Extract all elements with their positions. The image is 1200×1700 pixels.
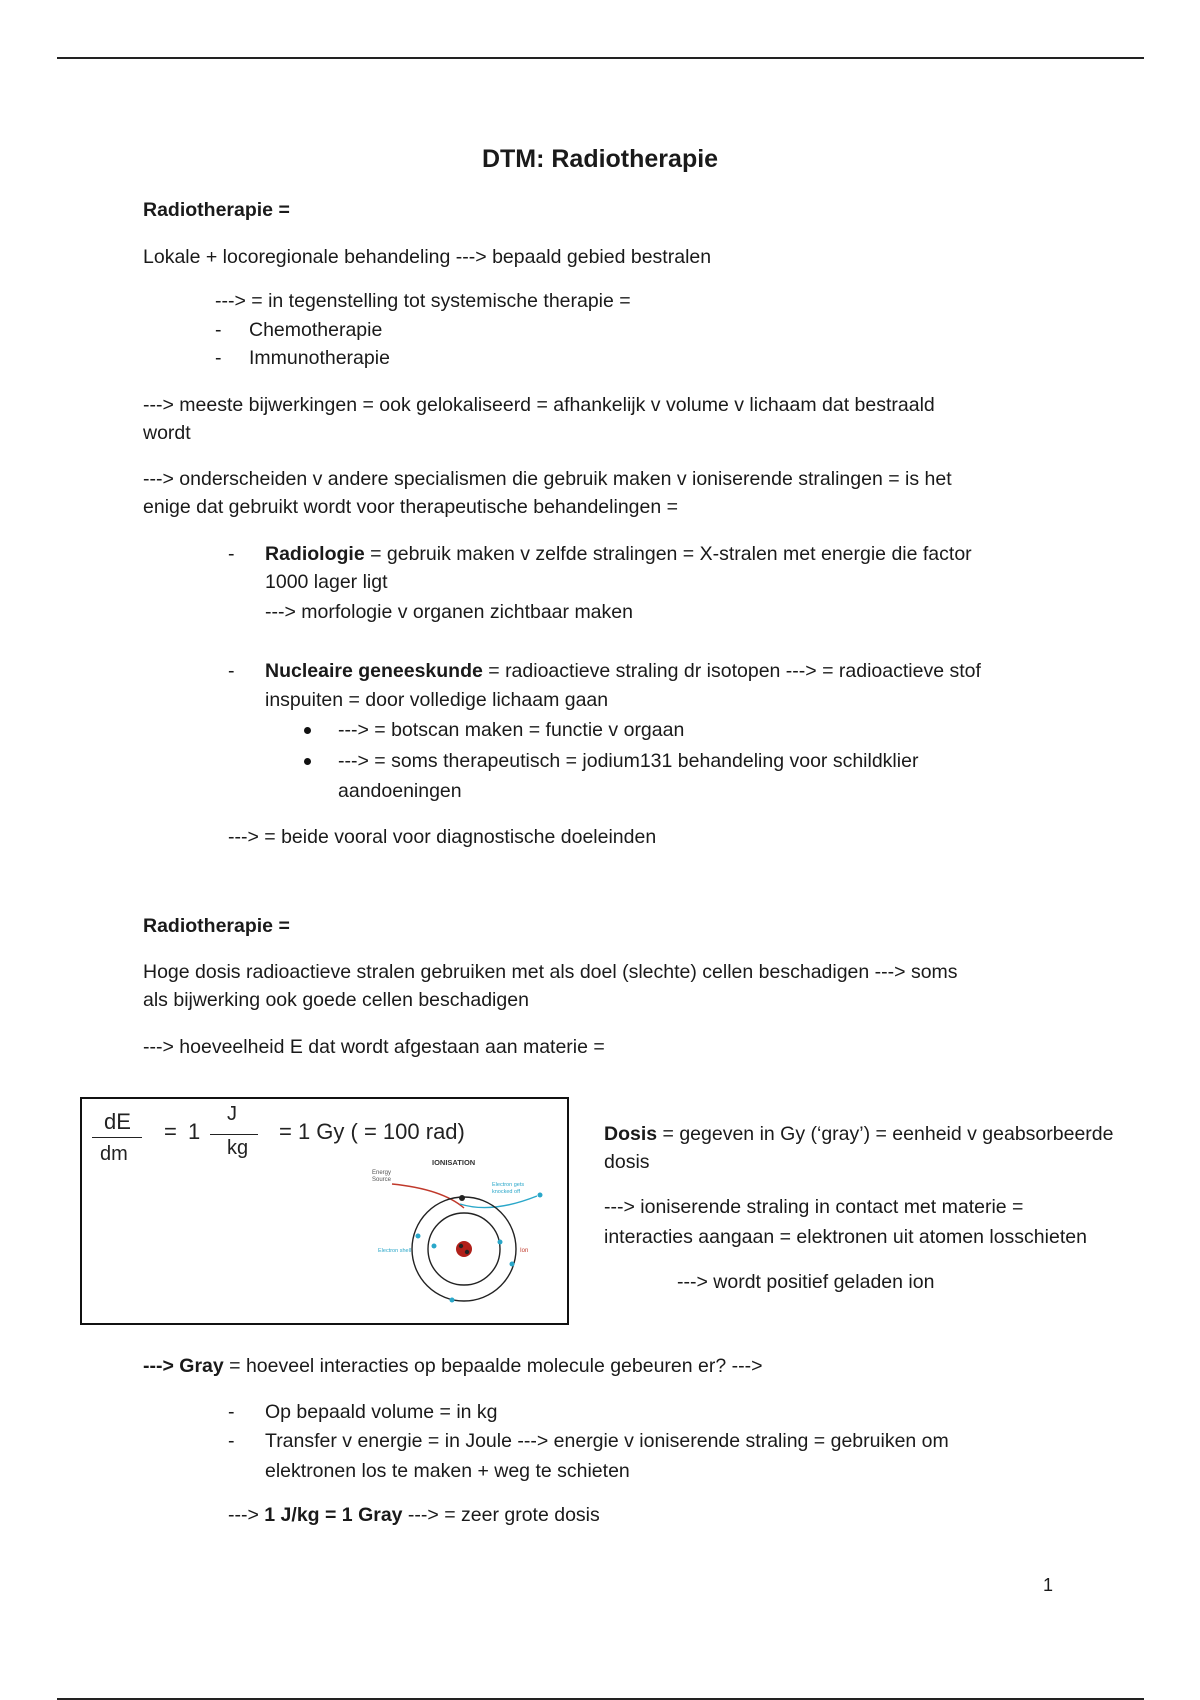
paragraph xyxy=(604,1120,1113,1148)
nucleus-particle xyxy=(465,1250,469,1254)
section-heading: Radiotherapie = xyxy=(143,199,290,221)
sub-list-item-continued: aandoeningen xyxy=(338,780,462,802)
paragraph: ---> ioniserende straling in contact met materie = xyxy=(604,1196,1024,1218)
term-gray: ---> Gray xyxy=(143,1355,224,1377)
dash-marker: - xyxy=(228,543,235,565)
arrow-prefix: ---> xyxy=(228,1504,265,1526)
paragraph: enige dat gebruikt wordt voor therapeutische behandelingen = xyxy=(143,496,679,518)
diagram-label-source: Source xyxy=(372,1177,392,1183)
paragraph: ---> onderscheiden v andere specialismen die gebruik maken v ioniserende stralingen = is het xyxy=(143,468,952,490)
energy-ray-path xyxy=(392,1184,464,1208)
electron xyxy=(498,1240,503,1245)
term-definition: = gegeven in Gy (‘gray’) = eenheid v geabsorbeerde xyxy=(657,1123,1114,1145)
diagram-label-energy: Energy xyxy=(372,1170,392,1176)
bullet-dot-icon xyxy=(304,727,311,734)
paragraph: ---> = in tegenstelling tot systemische therapie = xyxy=(215,290,631,312)
term-definition: = hoeveel interacties op bepaalde molecule gebeuren er? ---> xyxy=(223,1355,763,1377)
formula-result: = 1 Gy ( = 100 rad) xyxy=(279,1119,465,1144)
collision-point xyxy=(459,1195,465,1201)
paragraph xyxy=(143,1352,763,1380)
sub-list-item: ---> = soms therapeutisch = jodium131 behandeling voor schildklier xyxy=(338,750,919,772)
dash-marker: - xyxy=(215,319,222,341)
electron xyxy=(432,1244,437,1249)
paragraph: ---> hoeveelheid E dat wordt afgestaan aan materie = xyxy=(143,1036,605,1058)
list-item: Op bepaald volume = in kg xyxy=(265,1401,498,1423)
paragraph: Lokale + locoregionale behandeling ---> bepaald gebied bestralen xyxy=(143,246,712,268)
formula-one: 1 xyxy=(188,1119,201,1144)
paragraph: ---> meeste bijwerkingen = ook gelokaliseerd = afhankelijk v volume v lichaam dat bestraald xyxy=(143,394,935,416)
list-item: Transfer v energie = in Joule ---> energie v ioniserende straling = gebruiken om xyxy=(265,1430,949,1452)
list-item: Chemotherapie xyxy=(249,319,383,341)
list-item xyxy=(265,657,981,685)
ejected-electron xyxy=(538,1193,543,1198)
top-rule xyxy=(57,57,1144,59)
electron xyxy=(450,1298,455,1303)
page-title: DTM: Radiotherapie xyxy=(481,145,719,173)
term-definition: = gebruik maken v zelfde stralingen = X-stralen met energie die factor xyxy=(364,543,972,565)
formula-denominator-dm: dm xyxy=(100,1143,128,1165)
term-definition: ---> = zeer grote dosis xyxy=(402,1504,600,1526)
nucleus-icon xyxy=(456,1241,472,1257)
term-radiologie: Radiologie xyxy=(265,543,365,565)
fraction-line xyxy=(92,1137,142,1138)
formula-numerator-de: dE xyxy=(104,1109,131,1134)
paragraph: Hoge dosis radioactieve stralen gebruiken met als doel (slechte) cellen beschadigen ---> soms xyxy=(143,961,958,983)
paragraph: dosis xyxy=(604,1151,650,1173)
electron xyxy=(510,1262,515,1267)
paragraph: interacties aangaan = elektronen uit atomen losschieten xyxy=(604,1226,1087,1248)
list-item: Immunotherapie xyxy=(249,347,390,369)
paragraph: als bijwerking ook goede cellen beschadigen xyxy=(143,989,529,1011)
formula-denominator-kg: kg xyxy=(227,1137,249,1159)
diagram-label-knocked-off: knocked off xyxy=(492,1189,521,1195)
bullet-dot-icon xyxy=(304,758,311,765)
list-item-continued: elektronen los te maken + weg te schieten xyxy=(265,1460,630,1482)
term-gray-definition: 1 J/kg = 1 Gray xyxy=(264,1504,403,1526)
sub-list-item: ---> = botscan maken = functie v orgaan xyxy=(338,719,685,741)
term-nucleaire-geneeskunde: Nucleaire geneeskunde xyxy=(265,660,483,682)
diagram-label-electron-gets: Electron gets xyxy=(492,1182,525,1188)
formula-numerator-j: J xyxy=(227,1103,237,1125)
diagram-label-ion: Ion xyxy=(520,1248,529,1254)
dash-marker: - xyxy=(228,660,235,682)
dash-marker: - xyxy=(228,1401,235,1423)
diagram-label-electron-shell: Electron shell xyxy=(378,1248,412,1254)
term-definition: = radioactieve straling dr isotopen ---> = radioactieve stof xyxy=(482,660,981,682)
dash-marker: - xyxy=(215,347,222,369)
section-heading: Radiotherapie = xyxy=(143,915,290,937)
formula-equals: = xyxy=(164,1119,177,1144)
list-item-continued: ---> morfologie v organen zichtbaar maken xyxy=(265,601,633,623)
nucleus-particle xyxy=(459,1244,463,1248)
formula-figure-box xyxy=(80,1097,569,1325)
list-item xyxy=(265,540,972,568)
electron xyxy=(416,1234,421,1239)
paragraph: wordt xyxy=(143,422,191,444)
list-item-continued: inspuiten = door volledige lichaam gaan xyxy=(265,689,609,711)
term-dosis: Dosis xyxy=(604,1123,658,1145)
fraction-line xyxy=(210,1134,258,1135)
paragraph: ---> wordt positief geladen ion xyxy=(677,1271,935,1293)
diagram-label-ionisation: IONISATION xyxy=(432,1158,476,1167)
ionisation-diagram xyxy=(372,1154,552,1319)
list-item-continued: 1000 lager ligt xyxy=(265,571,388,593)
paragraph: ---> = beide vooral voor diagnostische doeleinden xyxy=(228,826,657,848)
dash-marker: - xyxy=(228,1430,235,1452)
page-number: 1 xyxy=(1043,1575,1054,1595)
paragraph xyxy=(228,1501,600,1529)
